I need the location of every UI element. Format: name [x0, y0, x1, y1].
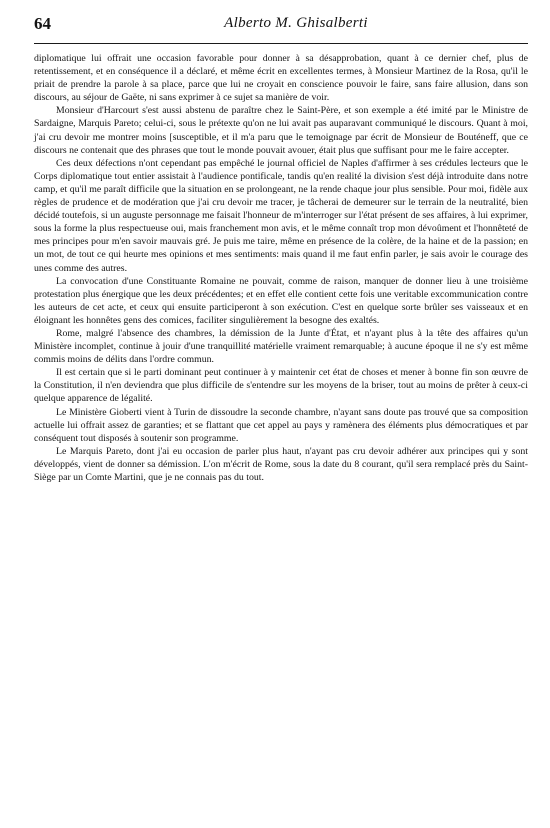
header-rule	[34, 43, 528, 44]
page-number: 64	[34, 14, 51, 33]
paragraph: La convocation d'une Constituante Romaine ne pouvait, comme de raison, manquer de donner lieu à une troisième protestation plus énergique que les deux précédentes; et en effet elle contient cette fois une veritable excommunication contre les auteurs de cet acte, et ceux qui ensuite participeront à son exécution. C'est en quelque sorte brûler ses vaisseaux et en éloignant les honnêtes gens des comices, faciliter singulièrement la besogne des exaltés.	[34, 275, 528, 326]
paragraph: Le Ministère Gioberti vient à Turin de dissoudre la seconde chambre, n'ayant sans doute pas trouvé que sa composition actuelle lui offrait assez de garanties; et se flattant que cet appel au pays y ramènera des éléments plus démocratiques et par conséquent tout disposés à soutenir son programme.	[34, 406, 528, 444]
page-body	[34, 52, 528, 484]
paragraph: Ces deux défections n'ont cependant pas empêché le journal officiel de Naples d'affirmer à ses crédules lecteurs que le Corps diplomatique tout entier assistait à l'audience pontificale, tandis qu'en realité la division s'est déjà introduite dans notre camp, et qu'il me paraît difficile que la situation en se prolongeant, ne la rende chaque jour plus sensible. Pour moi, fidèle aux règles de prudence et de modération que j'ai cru devoir me tracer, je tâcherai de demeurer sur le terrain de la neutralité, bien décidé toutefois, si un auguste personnage me faisait l'honneur de m'interroger sur l'état présent de ses affaires, à lui exprimer, sous la forme la plus respectueuse oui, mais franchement mon avis, et le même connaît trop mon dévoûment et l'honnêteté de mes principes pour m'en savoir mauvais gré. Je puis me taire, même en présence de la colère, de la haine et de la passion; en un mot, de tout ce qui heurte mes opinions et mes sentiments: mais quand il me faut enfin parler, je sais avoir le courage des unes comme des autres.	[34, 157, 528, 274]
paragraph: Il est certain que si le parti dominant peut continuer à y maintenir cet état de choses et mener à bonne fin son œuvre de la Constitution, il n'en deviendra que plus difficile de s'entendre sur les moyens de la briser, tout au moins de prêter à ceux-ci quelque apparence de légalité.	[34, 367, 528, 405]
page-header	[34, 14, 528, 40]
paragraph: Rome, malgré l'absence des chambres, la démission de la Junte d'État, et n'ayant plus à la tête des affaires qu'un Ministère incomplet, continue à jouir d'une tranquillité matérielle vraiment remarquable; à aucune époque il ne s'y est même commis moins de délits dans l'ordre commun.	[34, 327, 528, 366]
paragraph: Le Marquis Pareto, dont j'ai eu occasion de parler plus haut, n'ayant pas cru devoir adhérer aux principes qui y sont développés, vient de donner sa démission. L'on m'écrit de Rome, sous la date du 8 courant, qu'il sera remplacé près du Saint-Siège par un Comte Martini, que je ne connais pas du tout.	[34, 445, 528, 483]
paragraph: Monsieur d'Harcourt s'est aussi abstenu de paraître chez le Saint-Père, et son exemple a été imité par le Ministre de Sardaigne, Marquis Pareto; celui-ci, sous le prétexte qu'on ne lui avait pas auparavant communiqué le discours. Quant à moi, j'ai cru devoir me montrer moins [susceptible, et il m'a paru que le temoignage par écrit de Monsieur de Bouténeff, que ce discours ne contenait que des phrases que tout le monde pouvait avouer, était plus que suffisant pour me le faire accepter.	[34, 105, 528, 156]
running-title: Alberto M. Ghisalberti	[224, 15, 368, 31]
paragraph: diplomatique lui offrait une occasion favorable pour donner à sa désapprobation, quant à ce dernier chef, plus de retentissement, et en conséquence il a déclaré, et même écrit en excellentes termes, à Monsieur Martinez de la Rosa, qu'il le priait de prendre la parole à sa place, parce que lui ne croyait en conscience pouvoir le faire, sans faire allusion, dans son discours, au séjour de Gaëte, ni sans exprimer à ce sujet sa manière de voir.	[34, 53, 528, 104]
